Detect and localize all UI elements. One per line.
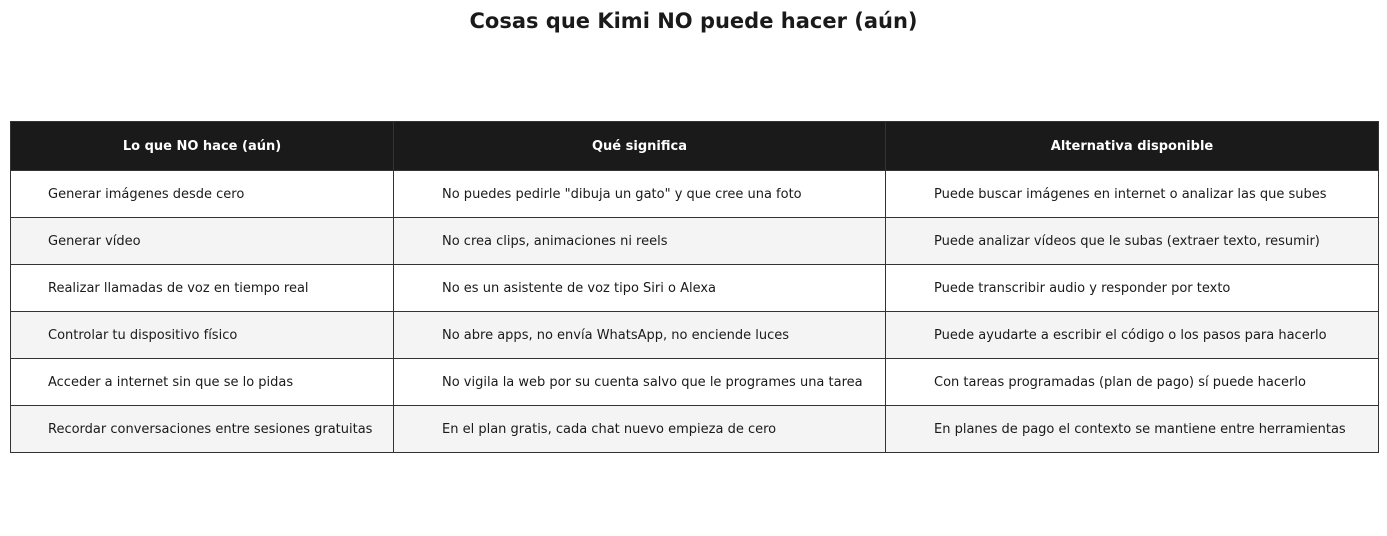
table-cell-limitation: Realizar llamadas de voz en tiempo real [11,265,394,312]
table-row [11,406,1379,453]
table-cell-alternative: Puede analizar vídeos que le subas (extraer texto, resumir) [886,218,1379,265]
table-cell-limitation: Generar vídeo [11,218,394,265]
table-cell-alternative: Puede buscar imágenes en internet o analizar las que subes [886,171,1379,218]
table-cell-limitation: Acceder a internet sin que se lo pidas [11,359,394,406]
page-title: Cosas que Kimi NO puede hacer (aún) [469,9,918,33]
table-row [11,265,1379,312]
table-cell-meaning: No crea clips, animaciones ni reels [394,218,886,265]
column-header-alternative: Alternativa disponible [886,122,1379,171]
table-header-row [11,122,1379,171]
table-cell-alternative: Puede transcribir audio y responder por texto [886,265,1379,312]
table-cell-meaning: No es un asistente de voz tipo Siri o Alexa [394,265,886,312]
table-cell-limitation: Generar imágenes desde cero [11,171,394,218]
table-row [11,171,1379,218]
capabilities-table [10,121,1379,453]
table-cell-limitation: Controlar tu dispositivo físico [11,312,394,359]
table-cell-alternative: Puede ayudarte a escribir el código o los pasos para hacerlo [886,312,1379,359]
table-cell-limitation: Recordar conversaciones entre sesiones gratuitas [11,406,394,453]
column-header-limitation: Lo que NO hace (aún) [11,122,394,171]
table-row [11,359,1379,406]
table-cell-meaning: No puedes pedirle "dibuja un gato" y que cree una foto [394,171,886,218]
table-cell-alternative: Con tareas programadas (plan de pago) sí puede hacerlo [886,359,1379,406]
table-row [11,312,1379,359]
column-header-meaning: Qué significa [394,122,886,171]
table-cell-meaning: No vigila la web por su cuenta salvo que le programes una tarea [394,359,886,406]
table-row [11,218,1379,265]
table-cell-meaning: En el plan gratis, cada chat nuevo empieza de cero [394,406,886,453]
table-cell-alternative: En planes de pago el contexto se mantiene entre herramientas [886,406,1379,453]
table-cell-meaning: No abre apps, no envía WhatsApp, no enciende luces [394,312,886,359]
